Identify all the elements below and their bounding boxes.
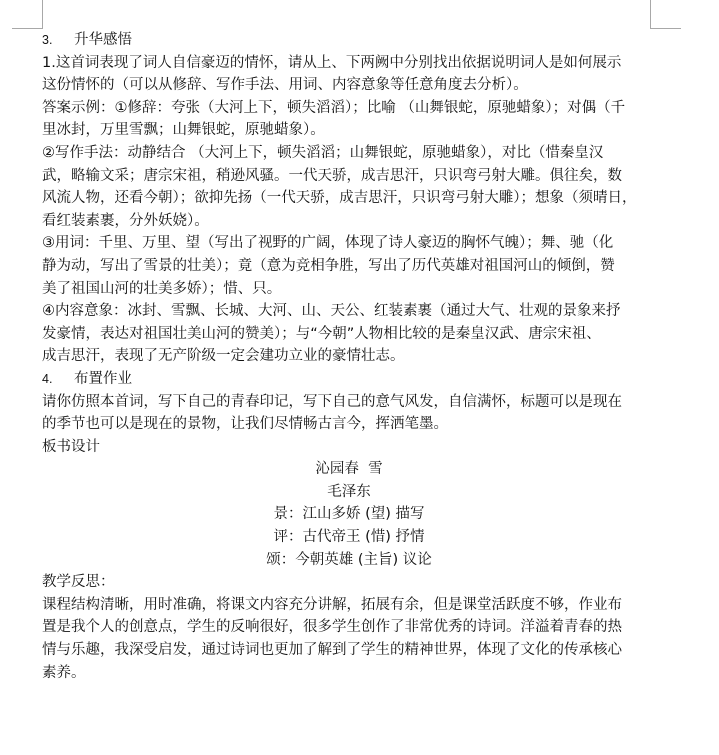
board-row: 颂：今朝英雄 (主旨) 议论 — [266, 551, 432, 568]
answer-technique-line: ②写作手法：动静结合 （大河上下，顿失滔滔；山舞银蛇，原驰蜡象），对比（惜秦皇汉 — [42, 144, 604, 161]
question-1-line: 1.这首词表现了词人自信豪迈的情怀，请从上、下两阙中分别找出依据说明词人是如何展示 — [42, 54, 622, 71]
section-4-heading — [42, 368, 656, 391]
question-1 — [42, 52, 656, 97]
answer-words-line: 静为动，写出了雪景的壮美）；竟（意为竞相争胜，写出了历代英雄对祖国河山的倾倒，赞 — [42, 257, 615, 274]
answer-technique-line: 看红装素裹，分外妖娆）。 — [42, 212, 209, 229]
answer-rhetoric-line: 里冰封，万里雪飘；山舞银蛇，原驰蜡象）。 — [42, 122, 325, 139]
answer-words-line: 美了祖国山河的壮美多娇）；惜、只。 — [42, 280, 282, 297]
document-body — [42, 29, 656, 684]
homework-line: 请你仿照本首词，写下自己的青春印记，写下自己的意气风发，自信满怀，标题可以是现在 — [42, 393, 622, 410]
answer-imagery-line: ④内容意象：冰封、雪飘、长城、大河、山、天公、红装素裹（通过大气、壮观的景象来抒 — [42, 303, 621, 320]
board-design-label: 板书设计 — [42, 438, 100, 455]
crop-mark-top-left — [12, 0, 43, 29]
answer-technique-line: 武，略输文采；唐宗宋祖，稍逊风骚。一代天骄，成吉思汗，只识弯弓射大雕。俱往矣，数 — [42, 167, 622, 184]
answer-words-line: ③用词：千里、万里、望（写出了视野的广阔，体现了诗人豪迈的胸怀气魄）；舞、驰（化 — [42, 235, 614, 252]
section-4-title: 布置作业 — [74, 370, 132, 387]
homework — [42, 391, 656, 436]
crop-mark-top-right — [650, 0, 681, 29]
section-3-heading — [42, 29, 656, 52]
answer-technique-line: 风流人物，还看今朝）；欲抑先扬（一代天骄，成吉思汗，只识弯弓射大雕）；想象（须晴日， — [42, 190, 637, 207]
section-3-number: 3. — [42, 33, 53, 47]
answer-rhetoric-line: 答案示例：①修辞：夸张（大河上下，顿失滔滔）；比喻 （山舞银蛇，原驰蜡象）；对偶（千 — [42, 99, 626, 116]
reflection-line: 课程结构清晰，用时准确，将课文内容充分讲解，拓展有余，但是课堂活跃度不够，作业布 — [42, 596, 622, 613]
question-1-line: 这份情怀的（可以从修辞、写作手法、用词、内容意象等任意角度去分析）。 — [42, 77, 528, 94]
board-poem-author: 毛泽东 — [327, 483, 371, 500]
answer-rhetoric — [42, 97, 656, 142]
section-4-number: 4. — [42, 371, 53, 386]
homework-line: 的季节也可以是现在的景物，让我们尽情畅古言今，挥洒笔墨。 — [42, 416, 448, 433]
answer-words — [42, 232, 656, 300]
answer-imagery-line: 发豪情，表达对祖国壮美山河的赞美）；与“今朝”人物相比较的是秦皇汉武、唐宗宋祖、 — [42, 325, 601, 342]
answer-technique — [42, 142, 656, 232]
board-row: 评：古代帝王 (惜) 抒情 — [273, 529, 425, 546]
answer-imagery-line: 成吉思汗，表现了无产阶级一定会建功立业的豪情壮志。 — [42, 348, 405, 365]
reflection-label: 教学反思： — [42, 574, 115, 591]
board-poem-title: 沁园春 雪 — [315, 461, 383, 478]
reflection-line: 情与乐趣，我深受启发，通过诗词也更加了解到了学生的精神世界，体现了文化的传承核心 — [42, 642, 622, 659]
reflection-line: 素养。 — [42, 664, 86, 681]
reflection — [42, 594, 656, 684]
section-3-title: 升华感悟 — [74, 32, 132, 48]
reflection-line: 置是我个人的创意点，学生的反响很好，很多学生创作了非常优秀的诗词。洋溢着青春的热 — [42, 619, 622, 636]
answer-imagery — [42, 300, 656, 368]
board-row: 景：江山多娇 (望) 描写 — [273, 506, 425, 523]
board-design — [42, 458, 656, 571]
